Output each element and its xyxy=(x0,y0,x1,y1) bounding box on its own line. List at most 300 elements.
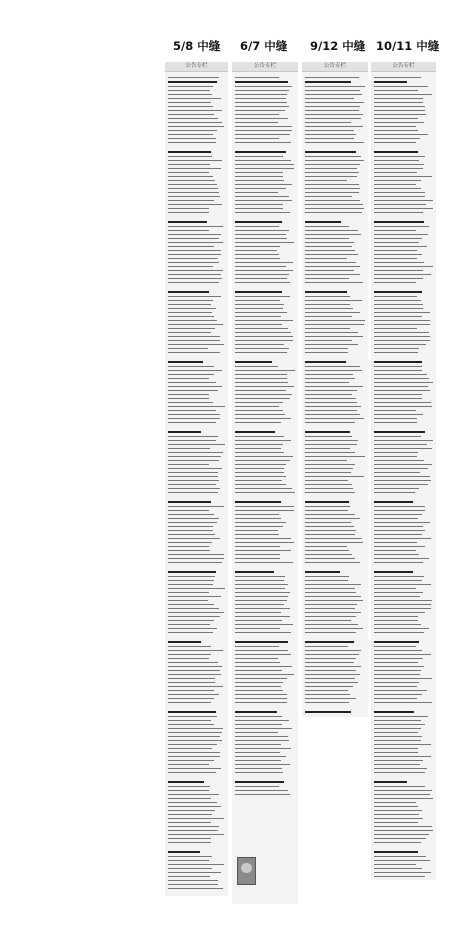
fine-print-line xyxy=(374,77,421,78)
fine-print-line xyxy=(305,226,349,227)
paragraph-gap xyxy=(168,843,225,848)
fine-print-line xyxy=(168,382,216,383)
fine-print-line xyxy=(374,650,422,651)
fine-print-line xyxy=(235,596,288,597)
fine-print-line xyxy=(305,678,355,679)
fine-print-line xyxy=(374,468,428,469)
fine-print-line xyxy=(305,180,347,181)
fine-print-line xyxy=(168,698,214,699)
fine-print-line xyxy=(235,674,294,675)
fine-print-line xyxy=(168,336,220,337)
fine-print-line xyxy=(235,518,281,519)
fine-print-line xyxy=(374,752,418,753)
paragraph-gap xyxy=(374,773,433,778)
fine-print-line xyxy=(374,168,423,169)
fine-print-line xyxy=(235,312,287,313)
paragraph-gap xyxy=(235,773,295,778)
fine-print-line xyxy=(235,176,283,177)
fine-print-line xyxy=(235,460,290,461)
fine-print-line xyxy=(374,554,419,555)
fine-print-line xyxy=(235,666,292,667)
fine-print-line xyxy=(374,646,416,647)
notice-title-line xyxy=(168,361,203,363)
fine-print-line xyxy=(168,278,222,279)
fine-print-line xyxy=(168,200,214,201)
notice-title-line xyxy=(168,851,200,853)
paragraph-gap xyxy=(374,423,433,428)
paragraph-gap xyxy=(235,353,295,358)
fine-print-line xyxy=(374,764,420,765)
fine-print-line xyxy=(168,662,218,663)
notice-title-line xyxy=(305,641,354,643)
fine-print-line xyxy=(168,452,223,453)
fine-print-line xyxy=(168,378,209,379)
fine-print-line xyxy=(235,736,288,737)
fine-print-line xyxy=(305,344,358,345)
fine-print-line xyxy=(374,736,422,737)
fine-print-line xyxy=(235,242,294,243)
fine-print-line xyxy=(374,488,419,489)
notice-title-line xyxy=(168,81,217,83)
fine-print-line xyxy=(168,266,213,267)
fine-print-line xyxy=(305,596,361,597)
fine-print-line xyxy=(168,806,221,807)
fine-print-line xyxy=(168,542,212,543)
fine-print-line xyxy=(168,794,219,795)
notice-title-line xyxy=(374,81,407,83)
fine-print-line xyxy=(305,444,357,445)
fine-print-line xyxy=(235,724,282,725)
notice-column-4 xyxy=(371,62,436,880)
fine-print-line xyxy=(168,876,210,877)
fine-print-line xyxy=(305,168,357,169)
fine-print-line xyxy=(168,736,220,737)
fine-print-line xyxy=(305,534,355,535)
fine-print-line xyxy=(305,448,350,449)
fine-print-line xyxy=(374,538,431,539)
fine-print-line xyxy=(235,340,293,341)
paragraph-gap xyxy=(168,563,225,568)
fine-print-line xyxy=(235,382,288,383)
fine-print-line xyxy=(235,348,289,349)
fine-print-line xyxy=(305,274,360,275)
fine-print-line xyxy=(305,522,351,523)
paragraph-gap xyxy=(235,703,295,708)
fine-print-line xyxy=(168,628,217,629)
fine-print-line xyxy=(235,794,290,795)
fine-print-line xyxy=(374,744,431,745)
fine-print-line xyxy=(305,250,355,251)
fine-print-line xyxy=(374,522,430,523)
fine-print-line xyxy=(305,300,362,301)
fine-print-line xyxy=(305,90,360,91)
fine-print-line xyxy=(235,686,281,687)
fine-print-line xyxy=(374,410,416,411)
fine-print-line xyxy=(168,506,224,507)
notice-title-line xyxy=(305,571,340,573)
fine-print-line xyxy=(305,550,349,551)
fine-print-line xyxy=(374,138,420,139)
fine-print-line xyxy=(168,888,223,889)
fine-print-line xyxy=(168,414,220,415)
fine-print-line xyxy=(168,612,224,613)
fine-print-line xyxy=(235,444,283,445)
fine-print-line xyxy=(168,77,219,78)
fine-print-line xyxy=(235,192,278,193)
notice-title-line xyxy=(374,221,424,223)
fine-print-line xyxy=(305,558,355,559)
notice-title-line xyxy=(168,501,211,503)
fine-print-line xyxy=(374,876,425,877)
fine-print-line xyxy=(168,418,220,419)
fine-print-line xyxy=(168,880,218,881)
notice-title-line xyxy=(168,291,209,293)
fine-print-line xyxy=(305,296,350,297)
fine-print-line xyxy=(374,406,432,407)
fine-print-line xyxy=(374,472,420,473)
fine-print-line xyxy=(168,650,223,651)
paragraph-gap xyxy=(305,213,365,218)
notice-title-line xyxy=(374,431,425,433)
fine-print-line xyxy=(305,616,356,617)
fine-print-line xyxy=(374,414,423,415)
fine-print-line xyxy=(305,230,358,231)
column-3-body xyxy=(302,72,368,715)
fine-print-line xyxy=(235,130,292,131)
fine-print-line xyxy=(235,200,292,201)
column-4-body xyxy=(371,72,436,879)
fine-print-line xyxy=(235,258,280,259)
fine-print-line xyxy=(168,748,212,749)
fine-print-line xyxy=(235,658,278,659)
fine-print-line xyxy=(374,344,426,345)
fine-print-line xyxy=(374,316,422,317)
fine-print-line xyxy=(374,444,427,445)
paragraph-gap xyxy=(168,773,225,778)
fine-print-line xyxy=(374,628,429,629)
fine-print-line xyxy=(305,172,359,173)
fine-print-line xyxy=(305,254,358,255)
fine-print-line xyxy=(168,834,224,835)
fine-print-line xyxy=(235,542,294,543)
fine-print-line xyxy=(235,612,281,613)
fine-print-line xyxy=(168,118,218,119)
fine-print-line xyxy=(305,690,348,691)
fine-print-line xyxy=(305,554,352,555)
fine-print-line xyxy=(235,786,279,787)
fine-print-line xyxy=(168,476,218,477)
fine-print-line xyxy=(168,390,218,391)
fine-print-line xyxy=(374,402,431,403)
fine-print-line xyxy=(168,596,221,597)
fine-print-line xyxy=(168,242,223,243)
fine-print-line xyxy=(235,324,282,325)
fine-print-line xyxy=(168,616,220,617)
fine-print-line xyxy=(374,370,422,371)
fine-print-line xyxy=(168,584,213,585)
fine-print-line xyxy=(305,530,356,531)
fine-print-line xyxy=(374,558,429,559)
fine-print-line xyxy=(235,110,285,111)
paragraph-gap xyxy=(374,633,433,638)
fine-print-line xyxy=(374,814,419,815)
notice-title-line xyxy=(235,431,275,433)
fine-print-line xyxy=(374,386,428,387)
fine-print-line xyxy=(168,192,219,193)
fine-print-line xyxy=(168,666,222,667)
fine-print-line xyxy=(168,682,215,683)
notice-title-line xyxy=(374,781,407,783)
fine-print-line xyxy=(305,320,365,321)
fine-print-line xyxy=(305,488,353,489)
fine-print-line xyxy=(168,798,211,799)
fine-print-line xyxy=(374,378,429,379)
fine-print-line xyxy=(305,410,357,411)
fine-print-line xyxy=(235,694,287,695)
column-2-body xyxy=(232,72,298,797)
fine-print-line xyxy=(374,94,432,95)
fine-print-line xyxy=(374,484,428,485)
paragraph-gap xyxy=(305,493,365,498)
column-4-header: 公告专栏 xyxy=(371,62,436,72)
fine-print-line xyxy=(235,510,294,511)
fine-print-line xyxy=(374,608,431,609)
fine-print-line xyxy=(235,106,289,107)
fine-print-line xyxy=(305,374,353,375)
fine-print-line xyxy=(235,138,279,139)
fine-print-line xyxy=(235,410,283,411)
fine-print-line xyxy=(305,118,361,119)
fine-print-line xyxy=(235,188,286,189)
fine-print-line xyxy=(235,484,286,485)
fine-print-line xyxy=(374,760,423,761)
fine-print-line xyxy=(168,690,214,691)
fine-print-line xyxy=(235,114,279,115)
fine-print-line xyxy=(235,274,289,275)
fine-print-line xyxy=(305,456,365,457)
fine-print-line xyxy=(235,160,291,161)
paragraph-gap xyxy=(374,213,433,218)
fine-print-line xyxy=(235,464,286,465)
fine-print-line xyxy=(168,534,215,535)
fine-print-line xyxy=(305,188,360,189)
fine-print-line xyxy=(168,440,216,441)
fine-print-line xyxy=(374,300,421,301)
fine-print-line xyxy=(235,546,280,547)
fine-print-line xyxy=(235,760,281,761)
fine-print-line xyxy=(168,764,209,765)
fine-print-line xyxy=(235,764,290,765)
paragraph-gap xyxy=(374,703,433,708)
fine-print-line xyxy=(235,624,293,625)
fine-print-line xyxy=(305,370,362,371)
fine-print-line xyxy=(235,604,284,605)
fine-print-line xyxy=(168,94,212,95)
fine-print-line xyxy=(168,156,212,157)
fine-print-line xyxy=(235,740,289,741)
fine-print-line xyxy=(374,678,432,679)
fine-print-line xyxy=(235,90,289,91)
fine-print-line xyxy=(235,266,286,267)
fine-print-line xyxy=(235,436,284,437)
fine-print-line xyxy=(305,436,352,437)
fine-print-line xyxy=(374,258,417,259)
fine-print-line xyxy=(305,608,355,609)
notice-title-line xyxy=(305,431,350,433)
fine-print-line xyxy=(374,518,418,519)
fine-print-line xyxy=(235,386,294,387)
fine-print-line xyxy=(305,176,357,177)
fine-print-line xyxy=(235,374,287,375)
paragraph-gap xyxy=(374,283,433,288)
fine-print-line xyxy=(235,584,288,585)
fine-print-line xyxy=(305,612,361,613)
fine-print-line xyxy=(168,122,222,123)
fine-print-line xyxy=(374,728,421,729)
fine-print-line xyxy=(374,114,426,115)
fine-print-line xyxy=(168,670,220,671)
paragraph-gap xyxy=(374,143,433,148)
fine-print-line xyxy=(305,402,357,403)
fine-print-line xyxy=(374,118,418,119)
paragraph-gap xyxy=(305,353,365,358)
fine-print-line xyxy=(168,484,216,485)
fine-print-line xyxy=(374,690,427,691)
fine-print-line xyxy=(305,110,359,111)
fine-print-line xyxy=(168,370,222,371)
fine-print-line xyxy=(374,550,416,551)
fine-print-line xyxy=(305,538,362,539)
fine-print-line xyxy=(168,398,209,399)
fine-print-line xyxy=(305,196,352,197)
fine-print-line xyxy=(235,768,282,769)
fine-print-line xyxy=(168,826,219,827)
fine-print-line xyxy=(168,184,217,185)
notice-title-line xyxy=(168,711,216,713)
fine-print-line xyxy=(235,748,291,749)
fine-print-line xyxy=(235,522,286,523)
fine-print-line xyxy=(235,308,283,309)
fine-print-line xyxy=(235,336,293,337)
fine-print-line xyxy=(168,480,219,481)
fine-print-line xyxy=(235,678,287,679)
fine-print-line xyxy=(235,238,287,239)
fine-print-line xyxy=(168,436,218,437)
fine-print-line xyxy=(374,542,417,543)
fine-print-line xyxy=(374,514,422,515)
notice-title-line xyxy=(235,641,288,643)
fine-print-line xyxy=(374,658,423,659)
fine-print-line xyxy=(168,262,219,263)
fine-print-line xyxy=(168,258,218,259)
fine-print-line xyxy=(305,542,363,543)
fine-print-line xyxy=(305,452,355,453)
fine-print-line xyxy=(168,160,222,161)
fine-print-line xyxy=(235,406,279,407)
fine-print-line xyxy=(235,628,280,629)
fine-print-line xyxy=(374,620,418,621)
fine-print-line xyxy=(374,86,428,87)
fine-print-line xyxy=(235,94,287,95)
fine-print-line xyxy=(374,802,416,803)
paragraph-gap xyxy=(374,563,433,568)
fine-print-line xyxy=(305,122,351,123)
fine-print-line xyxy=(168,860,209,861)
notice-title-line xyxy=(374,851,418,853)
fine-print-line xyxy=(235,472,284,473)
notice-title-line xyxy=(374,151,418,153)
paragraph-gap xyxy=(305,633,365,638)
fine-print-line xyxy=(374,748,418,749)
paragraph-gap xyxy=(235,423,295,428)
fine-print-line xyxy=(168,838,211,839)
fine-print-line xyxy=(168,106,213,107)
fine-print-line xyxy=(168,526,213,527)
fine-print-line xyxy=(235,476,286,477)
fine-print-line xyxy=(374,122,424,123)
fine-print-line xyxy=(235,254,279,255)
paragraph-gap xyxy=(235,143,295,148)
fine-print-line xyxy=(168,90,210,91)
fine-print-line xyxy=(235,716,282,717)
fine-print-line xyxy=(168,340,220,341)
fine-print-line xyxy=(235,670,282,671)
fine-print-line xyxy=(168,864,224,865)
fine-print-line xyxy=(235,230,289,231)
fine-print-line xyxy=(374,320,430,321)
fine-print-line xyxy=(168,514,214,515)
fine-print-line xyxy=(374,160,419,161)
fine-print-line xyxy=(168,270,223,271)
fine-print-line xyxy=(374,546,425,547)
fine-print-line xyxy=(305,480,348,481)
fine-print-line xyxy=(235,752,280,753)
fine-print-line xyxy=(374,348,419,349)
fine-print-line xyxy=(305,472,351,473)
fine-print-line xyxy=(235,456,293,457)
notice-title-line xyxy=(235,361,272,363)
fine-print-line xyxy=(168,830,218,831)
fine-print-line xyxy=(168,254,221,255)
fine-print-line xyxy=(374,756,431,757)
fine-print-line xyxy=(374,740,421,741)
fine-print-line xyxy=(305,580,348,581)
fine-print-line xyxy=(168,328,215,329)
paragraph-gap xyxy=(168,353,225,358)
fine-print-line xyxy=(235,480,282,481)
paragraph-gap xyxy=(235,633,295,638)
notice-column-2 xyxy=(232,62,298,904)
fine-print-line xyxy=(235,332,291,333)
fine-print-line xyxy=(305,506,350,507)
fine-print-line xyxy=(235,732,278,733)
fine-print-line xyxy=(374,436,421,437)
fine-print-line xyxy=(235,526,283,527)
fine-print-line xyxy=(374,274,431,275)
fine-print-line xyxy=(374,156,425,157)
fine-print-line xyxy=(168,126,224,127)
fine-print-line xyxy=(305,164,360,165)
fine-print-line xyxy=(235,246,280,247)
fine-print-line xyxy=(374,340,430,341)
fine-print-line xyxy=(374,336,430,337)
fine-print-line xyxy=(305,674,360,675)
fine-print-line xyxy=(374,460,424,461)
fine-print-line xyxy=(374,304,423,305)
fine-print-line xyxy=(168,204,222,205)
fine-print-line xyxy=(374,786,425,787)
paragraph-gap xyxy=(235,283,295,288)
